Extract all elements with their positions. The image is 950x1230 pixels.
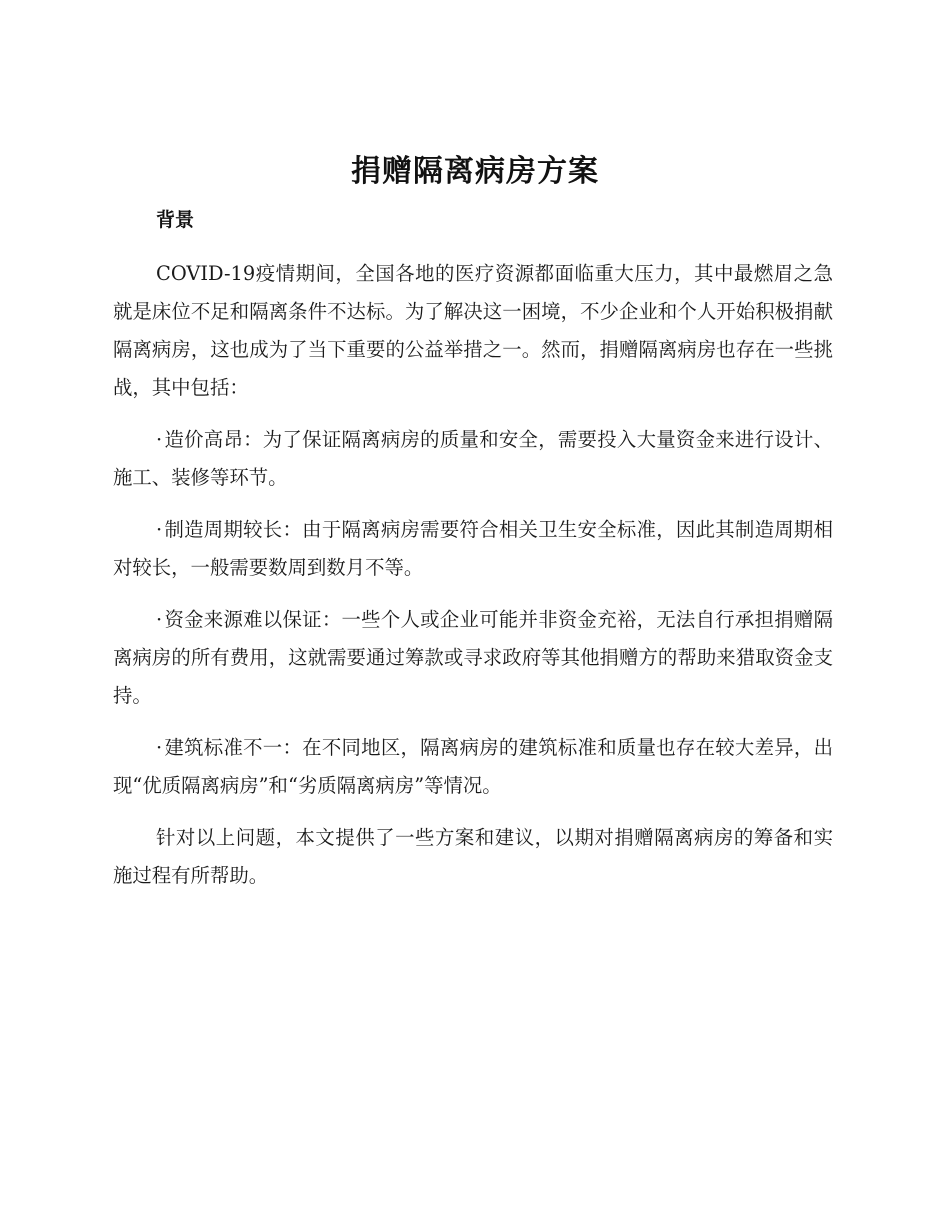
bullet-text: 造价高昂：为了保证隔离病房的质量和安全，需要投入大量资金来进行设计、施工、装修等环节。 (113, 428, 833, 489)
bullet-marker: · (156, 518, 163, 541)
bullet-item (113, 601, 833, 715)
intro-paragraph: COVID-19疫情期间，全国各地的医疗资源都面临重大压力，其中最燃眉之急就是床位不足和隔离条件不达标。为了解决这一困境，不少企业和个人开始积极捐献隔离病房，这也成为了当下重要的公益举措之一。然而，捐赠隔离病房也存在一些挑战，其中包括： (113, 262, 833, 399)
bullet-text: 建筑标准不一：在不同地区，隔离病房的建筑标准和质量也存在较大差异，出现“优质隔离病房”和“劣质隔离病房”等情况。 (113, 736, 833, 797)
bullet-marker: · (156, 428, 163, 451)
bullet-item (113, 421, 833, 497)
bullet-marker: · (156, 608, 163, 631)
bullet-text: 资金来源难以保证：一些个人或企业可能并非资金充裕，无法自行承担捐赠隔离病房的所有费用，这就需要通过筹款或寻求政府等其他捐赠方的帮助来猎取资金支持。 (113, 608, 833, 707)
bullet-item (113, 729, 833, 805)
page-title: 捐赠隔离病房方案 (351, 154, 599, 189)
conclusion-paragraph: 针对以上问题，本文提供了一些方案和建议，以期对捐赠隔离病房的筹备和实施过程有所帮助。 (113, 826, 833, 887)
section-heading-background: 背景 (156, 209, 195, 231)
document-body (113, 255, 833, 909)
bullet-marker: · (156, 736, 163, 759)
bullet-item (113, 511, 833, 587)
bullet-text: 制造周期较长：由于隔离病房需要符合相关卫生安全标准，因此其制造周期相对较长，一般需要数周到数月不等。 (113, 518, 833, 579)
